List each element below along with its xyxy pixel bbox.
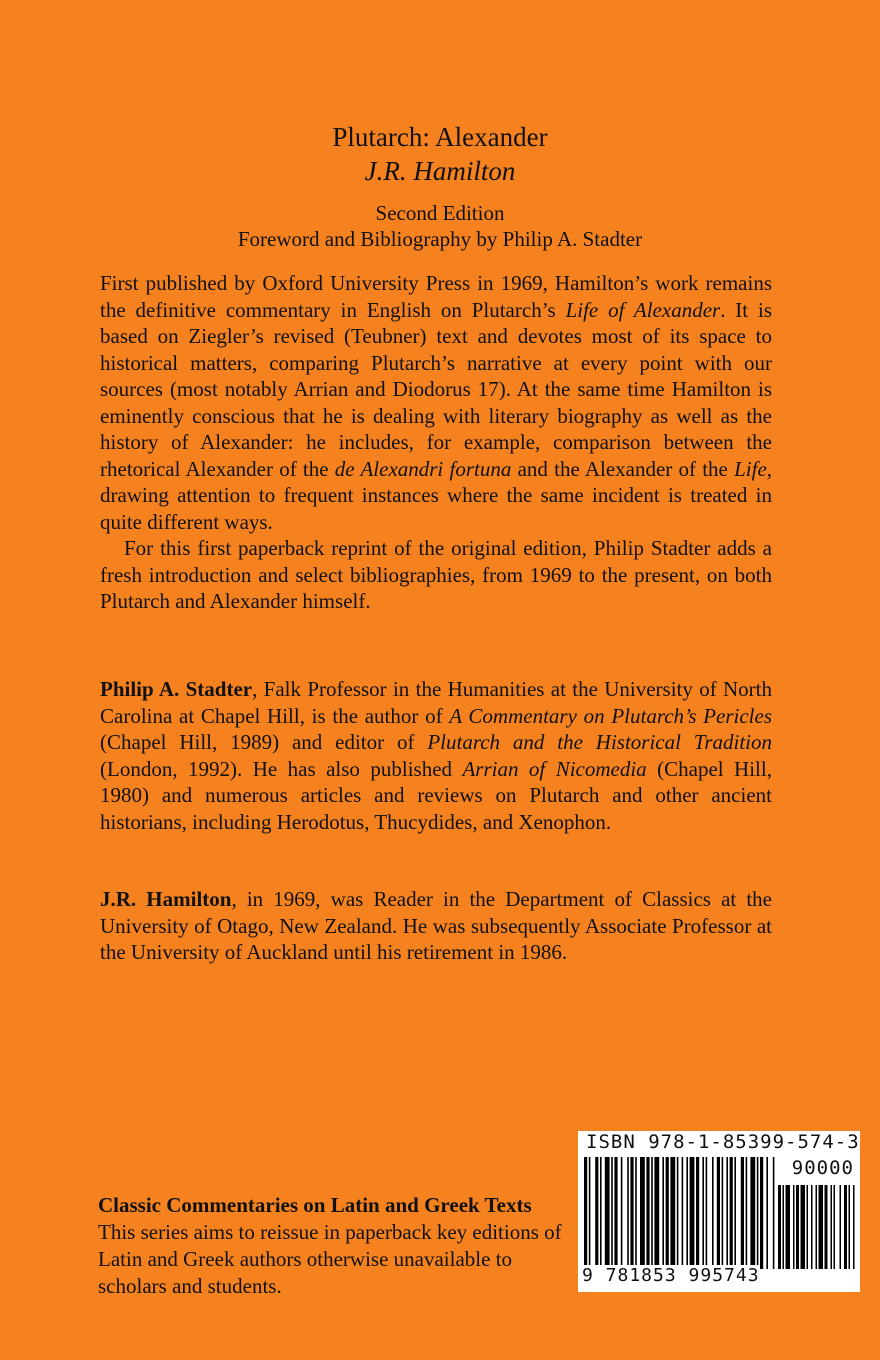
- barcode-bar: [849, 1185, 851, 1269]
- barcode-bar: [853, 1185, 855, 1269]
- barcode-bar: [831, 1185, 833, 1269]
- foreword-credit: Foreword and Bibliography by Philip A. Stadter: [237, 227, 643, 251]
- isbn-label: ISBN 978-1-85399-574-3: [586, 1131, 860, 1153]
- barcode-bar: [662, 1157, 664, 1269]
- barcode-bar: [746, 1157, 748, 1269]
- barcode-bar: [627, 1157, 629, 1269]
- text-run: (London, 1992). He has also published: [100, 756, 463, 781]
- barcode-bar: [677, 1157, 679, 1269]
- barcode-bar: [706, 1157, 708, 1269]
- text-run: and the Alexander of the: [511, 456, 735, 481]
- book-title: Plutarch: Alexander: [332, 122, 548, 152]
- barcode-bar: [722, 1157, 724, 1269]
- italic-title: Arrian of Nicomedia: [462, 756, 647, 781]
- edition-label: Second Edition: [375, 201, 505, 225]
- stadter-bio: [100, 676, 772, 835]
- barcode-bar: [584, 1157, 587, 1269]
- barcode-bar: [766, 1157, 768, 1269]
- barcode-bar: [778, 1185, 781, 1269]
- barcode-bar: [640, 1157, 645, 1269]
- barcode-bar: [819, 1185, 824, 1269]
- italic-title: Life: [734, 456, 767, 481]
- italic-title: de Alexandri fortuna: [334, 456, 512, 481]
- barcode-bar: [773, 1157, 775, 1269]
- italic-title: A Commentary on Plutarch’s Pericles: [449, 703, 772, 728]
- barcode-bar: [614, 1157, 617, 1269]
- italic-title: Plutarch and the Historical Tradition: [427, 730, 773, 754]
- barcode-bar: [757, 1157, 759, 1269]
- text-run: First published by Oxford University Press in 1969, Hamilton’s work remains the definitive commentary in English on Plutarch’s: [100, 271, 772, 322]
- barcode-bar: [621, 1157, 623, 1269]
- barcode-bar: [726, 1157, 728, 1269]
- barcode-bar: [717, 1157, 720, 1269]
- hamilton-bio: [100, 886, 772, 966]
- barcode-bar: [750, 1157, 755, 1269]
- text-run: . It is based on Ziegler’s revised (Teubner) text and devotes most of its space to historical matters, comparing Plutarch’s narrative at every point with our sources (most notably Arrian and Diodorus 17). At the same time Hamilton is eminently conscious that he is dealing with literary biography as well as the history of Alexander: he includes, for example, comparison between the rhetorical Alexander of the: [100, 297, 772, 481]
- book-description: [100, 270, 772, 615]
- barcode-bar: [651, 1157, 653, 1269]
- series-info: [98, 1192, 578, 1300]
- barcode-bar: [646, 1157, 649, 1269]
- barcode-bar: [840, 1185, 842, 1269]
- barcode-bar: [783, 1185, 785, 1269]
- barcode-box: [578, 1131, 860, 1292]
- barcode-bar: [690, 1157, 695, 1269]
- barcode-bar: [816, 1185, 818, 1269]
- barcode-bar: [682, 1157, 684, 1269]
- barcode-bar: [696, 1157, 699, 1269]
- text-run: , in 1969, was Reader in the Department of Classics at the University of Otago, New Zealand. He was subsequently Associate Professor at the University of Auckland until his retirement in 1986.: [100, 887, 772, 964]
- series-title: Classic Commentaries on Latin and Greek Texts: [98, 1193, 532, 1217]
- barcode-bar: [600, 1157, 602, 1269]
- barcode-bar: [630, 1157, 633, 1269]
- text-run: , drawing attention to frequent instances where the same incident is treated in quite different ways.: [100, 456, 773, 534]
- barcode-bar: [811, 1185, 813, 1269]
- barcode-bar: [793, 1185, 795, 1269]
- series-description: This series aims to reissue in paperback key editions of Latin and Greek authors otherwise unavailable to scholars and students.: [98, 1220, 562, 1298]
- barcode-bar: [730, 1157, 733, 1269]
- barcode-bar: [712, 1157, 714, 1269]
- barcode-bar: [595, 1157, 598, 1269]
- barcode-bar: [666, 1157, 669, 1269]
- barcode-bar: [605, 1157, 610, 1269]
- barcode-bar: [786, 1185, 791, 1269]
- barcode-bar: [611, 1157, 613, 1269]
- barcode-bar: [589, 1157, 591, 1269]
- bio-name: J.R. Hamilton: [100, 887, 232, 911]
- barcode-bar: [807, 1185, 809, 1269]
- barcode-bar: [686, 1157, 688, 1269]
- header: [0, 120, 880, 252]
- italic-title: Life of Alexander: [565, 297, 721, 322]
- description-paragraph-1: [100, 270, 772, 535]
- barcode-bar: [844, 1185, 847, 1269]
- price-code: 90000: [791, 1157, 854, 1179]
- text-run: (Chapel Hill, 1980) and numerous articles and reviews on Plutarch and other ancient historians, including Herodotus, Thucydides, and Xenophon.: [100, 756, 772, 834]
- barcode-bar: [741, 1157, 744, 1269]
- barcode-bar: [702, 1157, 704, 1269]
- barcode-bar: [796, 1185, 799, 1269]
- barcode-bar: [834, 1185, 836, 1269]
- barcode-bar: [654, 1157, 659, 1269]
- text-run: (Chapel Hill, 1989) and editor of: [100, 730, 428, 754]
- barcode-bar: [825, 1185, 828, 1269]
- book-author: J.R. Hamilton: [364, 156, 516, 186]
- bio-name: Philip A. Stadter: [100, 677, 253, 701]
- barcode-bar: [635, 1157, 637, 1269]
- barcode-bar: [801, 1185, 806, 1269]
- description-paragraph-2: For this first paperback reprint of the original edition, Philip Stadter adds a fresh introduction and select bibliographies, from 1969 to the present, on both Plutarch and Alexander himself.: [100, 536, 772, 613]
- barcode-bar: [734, 1157, 736, 1269]
- barcode-bar: [760, 1157, 763, 1269]
- text-run: , Falk Professor in the Humanities at the University of North Carolina at Chapel Hill, is the author of: [100, 677, 773, 728]
- barcode-bar: [670, 1157, 675, 1269]
- ean-digits: 9 781853 995743: [582, 1265, 760, 1286]
